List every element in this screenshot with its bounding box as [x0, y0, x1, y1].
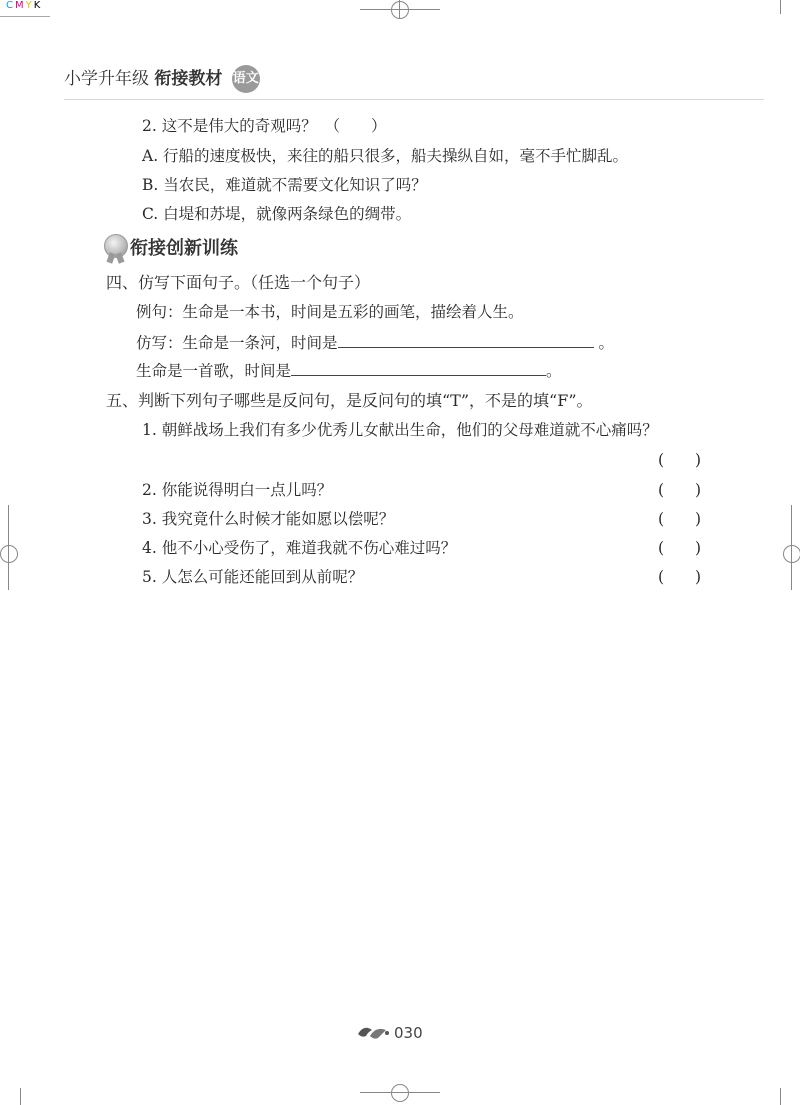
- footer-ornament-icon: [356, 1022, 392, 1042]
- crop-mark: [0, 16, 50, 17]
- header-title: 衔接教材: [154, 69, 223, 89]
- registration-mark-icon: [391, 1084, 409, 1102]
- page-header: [64, 64, 260, 93]
- q4-title: 四、仿写下面句子。（任选一个句子）: [106, 273, 371, 292]
- q5-title: 五、判断下列句子哪些是反问句，是反问句的填“T”，不是的填“F”。: [106, 391, 593, 410]
- cmyk-k: K: [33, 0, 42, 11]
- section-title: 衔接创新训练: [130, 238, 238, 259]
- q5-item-3: 3. 我究竟什么时候才能如愿以偿呢？: [142, 510, 395, 528]
- q4-example: 例句：生命是一本书，时间是五彩的画笔，描绘着人生。: [136, 303, 524, 321]
- answer-paren-5[interactable]: ( ): [658, 568, 702, 586]
- crop-mark: [20, 1088, 21, 1105]
- q4-imitate-1-prefix: 仿写：生命是一条河，时间是: [136, 334, 338, 352]
- answer-blank-2[interactable]: [291, 375, 546, 376]
- q2-option-a: A. 行船的速度极快，来往的船只很多，船夫操纵自如，毫不手忙脚乱。: [142, 147, 629, 165]
- answer-blank-1[interactable]: [338, 347, 594, 348]
- q5-item-1: 1. 朝鲜战场上我们有多少优秀儿女献出生命，他们的父母难道就不心痛吗？: [142, 421, 658, 439]
- registration-mark-icon: [783, 545, 800, 563]
- q5-item-5: 5. 人怎么可能还能回到从前呢？: [142, 568, 364, 586]
- registration-mark-icon: [391, 1, 409, 19]
- q4-imitate-2-prefix: 生命是一首歌，时间是: [136, 362, 292, 380]
- header-divider: [64, 99, 764, 100]
- cmyk-c: C: [6, 0, 14, 11]
- subject-badge: 语文: [232, 65, 260, 93]
- registration-line: [399, 0, 400, 18]
- q4-period-1: 。: [598, 334, 614, 352]
- header-series: 小学升年级: [64, 69, 149, 89]
- page-number: 030: [394, 1024, 423, 1042]
- q4-imitate-1: [136, 331, 614, 353]
- cmyk-marks: [6, 0, 42, 11]
- cmyk-m: M: [14, 0, 25, 11]
- answer-paren-4[interactable]: ( ): [658, 539, 702, 557]
- registration-mark-icon: [0, 545, 18, 563]
- q2-stem: 2. 这不是伟大的奇观吗？ （ ）: [142, 117, 387, 135]
- q2-option-b: B. 当农民，难道就不需要文化知识了吗？: [142, 176, 427, 194]
- crop-mark: [780, 1088, 781, 1105]
- cmyk-y: Y: [25, 0, 33, 11]
- answer-paren-1[interactable]: ( ): [658, 451, 702, 469]
- crop-mark: [780, 0, 781, 14]
- page-footer: [356, 1022, 423, 1046]
- answer-paren-2[interactable]: ( ): [658, 481, 702, 499]
- q4-imitate-2: [136, 359, 562, 381]
- answer-paren-3[interactable]: ( ): [658, 510, 702, 528]
- q2-option-c: C. 白堤和苏堤，就像两条绿色的绸带。: [142, 205, 412, 223]
- q5-item-4: 4. 他不小心受伤了，难道我就不伤心难过吗？: [142, 539, 457, 557]
- q5-item-2: 2. 你能说得明白一点儿吗？: [142, 481, 333, 499]
- q4-period-2: 。: [546, 362, 562, 380]
